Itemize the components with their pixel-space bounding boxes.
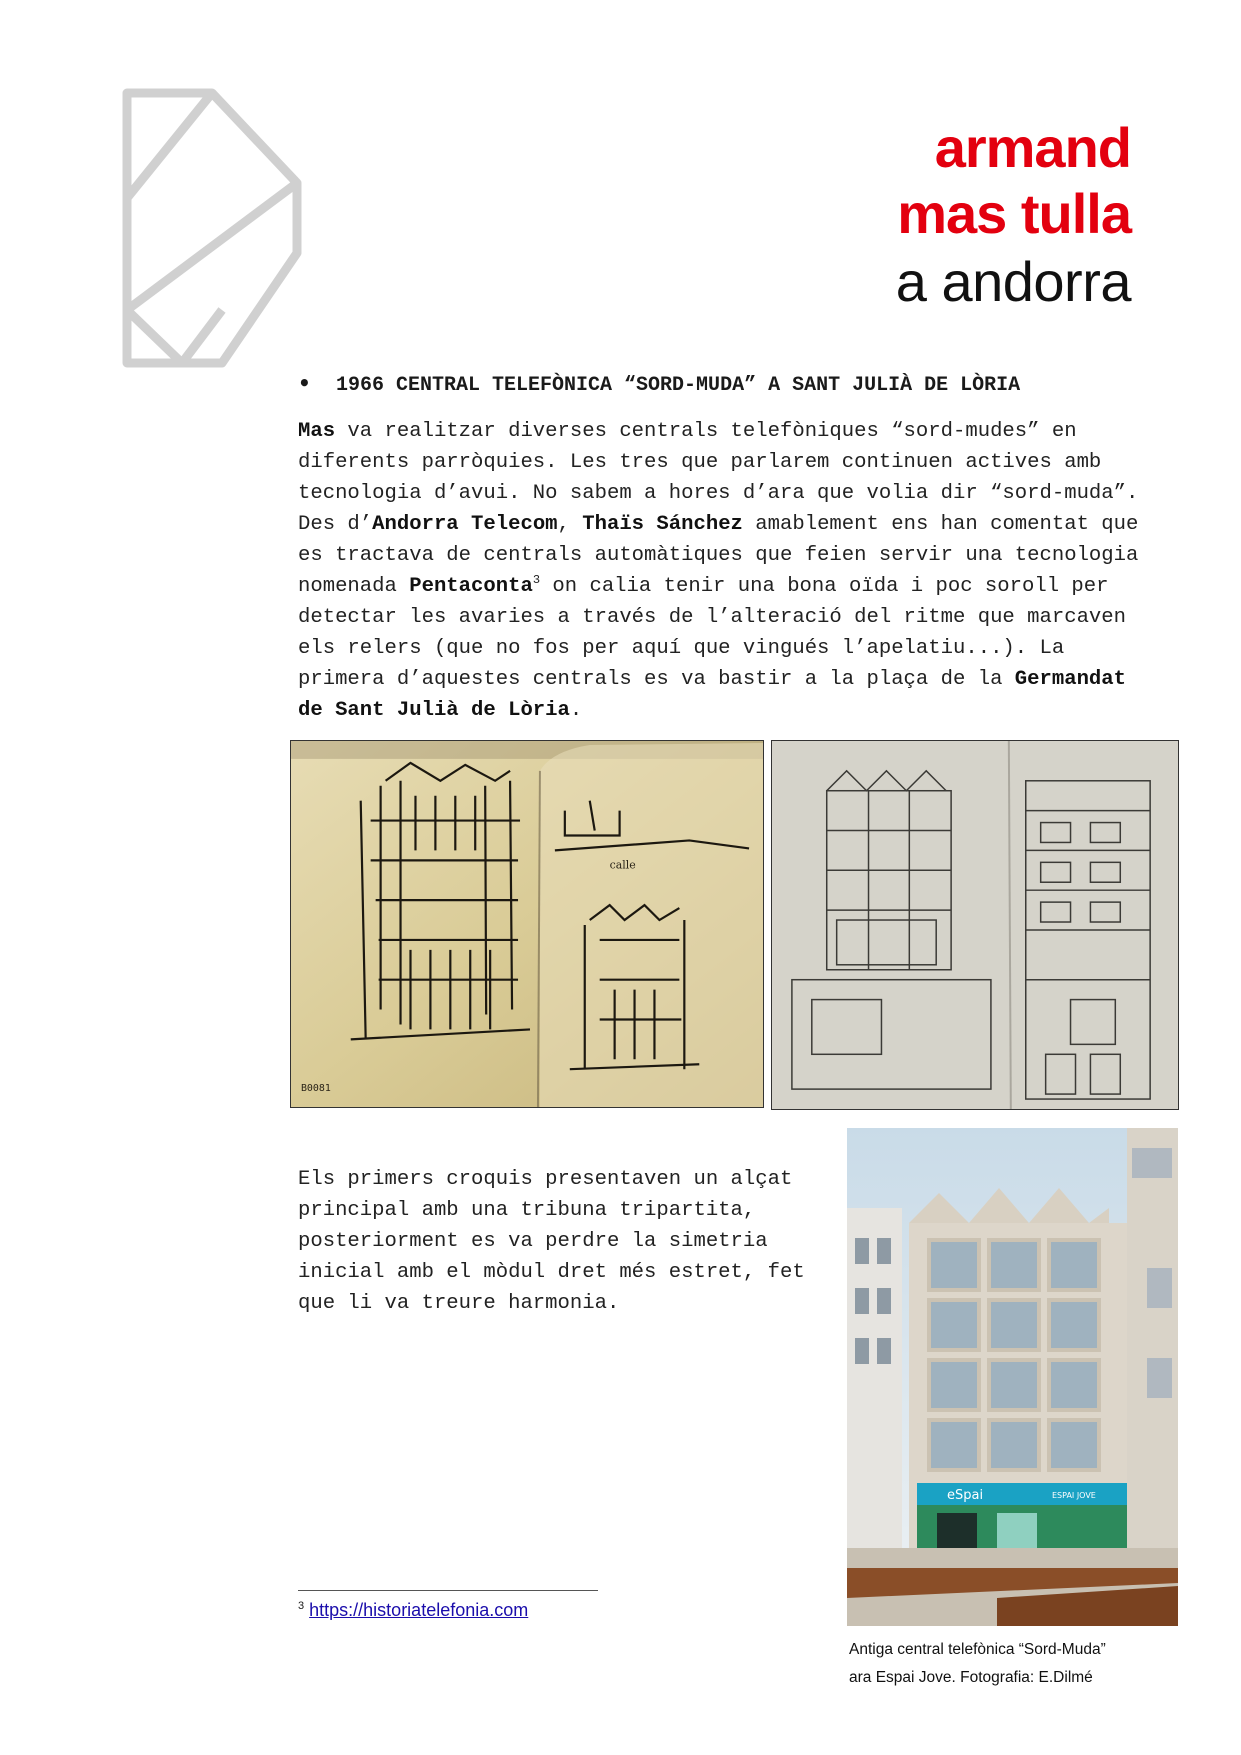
text-bold: Pentaconta [409, 575, 533, 598]
text-run: amablement ens han comentat que es tractava de centrals automàtiques que feien servir una tecnologia nomenada [298, 513, 1139, 598]
footnote-link[interactable]: https://historiatelefonia.com [309, 1600, 529, 1620]
footnote-ref[interactable]: 3 [532, 573, 541, 588]
footnote [298, 1600, 528, 1621]
text-run: . [569, 699, 583, 722]
sketch-scribble-b: B0081 [300, 1083, 331, 1095]
sketch-scribble-a: calle [609, 858, 636, 872]
photo-caption [849, 1636, 1179, 1692]
section-heading-text: 1966 CENTRAL TELEFÒNICA “SORD-MUDA” A SANT JULIÀ DE LÒRIA [336, 374, 1021, 397]
text-run: , [557, 513, 583, 536]
text-bold: Mas [298, 420, 336, 443]
caption-line-2: ara Espai Jove. Fotografia: E.Dilmé [849, 1669, 1093, 1686]
text-run: va realitzar diverses centrals telefòniques “sord-mudes” en diferents parròquies. Les tres que parlarem continuen actives amb tecnologia d’avui. No sabem a hores d’ara que volia dir “sord-muda”. Des d’ [298, 420, 1139, 536]
brand-line-2: mas tulla [897, 182, 1131, 245]
text-run: on calia tenir una bona oïda i poc soroll per detectar les avaries a través de l’alteració del ritme que marcaven els relers (que no fos per aquí que vingués l’apelatiu...). La primera d’aquestes centrals es va bastir a la plaça de la [298, 575, 1127, 691]
text-bold: Thaïs Sánchez [582, 513, 743, 536]
caption-line-1: Antiga central telefònica “Sord-Muda” [849, 1641, 1106, 1658]
text-bold: Germandat de Sant Julià de Lòria [298, 668, 1127, 722]
sketchbook-image [290, 740, 764, 1108]
bullet-icon: • [298, 371, 311, 395]
building-photo [847, 1128, 1178, 1626]
footnote-number: 3 [298, 1600, 305, 1612]
brand-title [895, 116, 1131, 313]
logo-icon [122, 88, 322, 368]
shop-sign: eSpai [947, 1488, 984, 1503]
side-sign: ESPAI JOVE [1052, 1491, 1096, 1500]
logo-mark [122, 88, 322, 368]
footnote-divider [298, 1590, 598, 1591]
elevation-plans-image [771, 740, 1179, 1110]
text-bold: Andorra Telecom [372, 513, 558, 536]
intro-paragraph [298, 416, 1158, 726]
sketch-paragraph: Els primers croquis presentaven un alçat principal amb una tribuna tripartita, posteriorment es va perdre la simetria inicial amb el mòdul dret més estret, fet que li va treure harmonia. [298, 1168, 805, 1315]
section-heading [298, 371, 1020, 397]
brand-line-3: a andorra [895, 250, 1131, 313]
brand-line-1: armand [934, 116, 1131, 179]
